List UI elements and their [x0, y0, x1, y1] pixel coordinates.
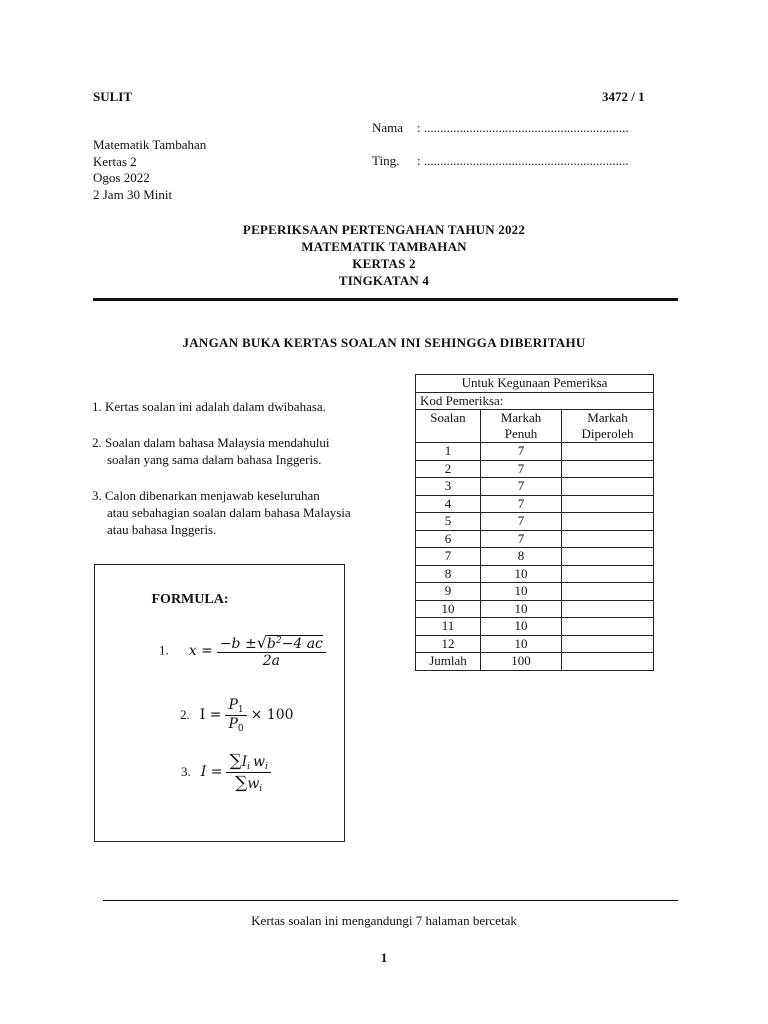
- full-marks: 10: [481, 565, 562, 583]
- examiner-code-row: [416, 392, 654, 410]
- name-label: Nama: [372, 120, 404, 135]
- table-header-row: [416, 410, 654, 443]
- marks-obtained: [562, 460, 654, 478]
- table-row: [416, 478, 654, 496]
- formula-title: FORMULA:: [151, 592, 229, 607]
- question-number: 9: [416, 583, 481, 601]
- full-marks: 7: [481, 443, 562, 461]
- total-marks-obtained: [562, 653, 654, 671]
- total-row: [416, 653, 654, 671]
- footer-divider: [103, 900, 678, 901]
- question-number: 4: [416, 495, 481, 513]
- marks-obtained: [562, 513, 654, 531]
- question-number: 5: [416, 513, 481, 531]
- full-marks: 7: [481, 460, 562, 478]
- do-not-open-warning: JANGAN BUKA KERTAS SOALAN INI SEHINGGA DIBERITAHU: [182, 335, 586, 350]
- marks-obtained: [562, 583, 654, 601]
- col-header-marks-obtained: Markah Diperoleh: [562, 410, 654, 443]
- marks-obtained: [562, 495, 654, 513]
- full-marks: 8: [481, 548, 562, 566]
- full-marks: 10: [481, 600, 562, 618]
- examiner-code-label: Kod Pemeriksa:: [416, 392, 654, 410]
- title-divider: [93, 298, 678, 301]
- classification-label: SULIT: [93, 89, 133, 104]
- table-title-row: [416, 375, 654, 393]
- exam-duration: 2 Jam 30 Minit: [93, 186, 173, 202]
- question-number: 1: [416, 443, 481, 461]
- question-number: 11: [416, 618, 481, 636]
- formula-composite-index: 3. I = $\frac{\sum I_i w_i}{\sum w_i}$: [181, 751, 271, 794]
- exam-title: PEPERIKSAAN PERTENGAHAN TAHUN 2022: [242, 222, 526, 237]
- name-blank: : ...............................................................: [417, 120, 629, 135]
- form-label: Ting.: [372, 153, 400, 168]
- total-full-marks: 100: [481, 653, 562, 671]
- table-row: [416, 583, 654, 601]
- page-count-note: Kertas soalan ini mengandungi 7 halaman bercetak: [251, 913, 517, 928]
- marks-obtained: [562, 600, 654, 618]
- table-row: [416, 635, 654, 653]
- question-number: 3: [416, 478, 481, 496]
- page-number: 1: [380, 950, 388, 965]
- paper-code: 3472 / 1: [602, 89, 645, 104]
- question-number: 12: [416, 635, 481, 653]
- marks-obtained: [562, 618, 654, 636]
- full-marks: 7: [481, 530, 562, 548]
- full-marks: 10: [481, 583, 562, 601]
- table-row: [416, 460, 654, 478]
- formula-box: [94, 564, 345, 842]
- subject-block: [93, 137, 206, 203]
- subject-name: Matematik Tambahan: [93, 137, 207, 152]
- question-number: 2: [416, 460, 481, 478]
- question-number: 7: [416, 548, 481, 566]
- table-title: Untuk Kegunaan Pemeriksa: [416, 375, 654, 393]
- table-row: [416, 530, 654, 548]
- instruction-item: 3. Calon dibenarkan menjawab keseluruhan atau sebahagian soalan dalam bahasa Malaysia atau bahasa Inggeris.: [92, 488, 351, 537]
- marks-rows: [416, 443, 654, 653]
- marks-obtained: [562, 635, 654, 653]
- full-marks: 7: [481, 513, 562, 531]
- exam-date: Ogos 2022: [93, 170, 150, 185]
- full-marks: 7: [481, 495, 562, 513]
- table-row: [416, 443, 654, 461]
- instructions-list: [92, 398, 412, 557]
- question-number: 10: [416, 600, 481, 618]
- exam-paper-title: KERTAS 2: [352, 256, 416, 271]
- table-row: [416, 618, 654, 636]
- table-row: [416, 513, 654, 531]
- full-marks: 7: [481, 478, 562, 496]
- marks-obtained: [562, 443, 654, 461]
- marks-obtained: [562, 548, 654, 566]
- examiner-marks-table: [415, 374, 654, 671]
- marks-obtained: [562, 478, 654, 496]
- full-marks: 10: [481, 618, 562, 636]
- instruction-item: 2. Soalan dalam bahasa Malaysia mendahului soalan yang sama dalam bahasa Inggeris.: [92, 435, 330, 467]
- exam-subject-title: MATEMATIK TAMBAHAN: [301, 239, 467, 254]
- sqrt-symbol: √: [256, 633, 267, 652]
- exam-title-block: [0, 221, 768, 289]
- col-header-question: Soalan: [416, 410, 481, 443]
- full-marks: 10: [481, 635, 562, 653]
- col-header-full-marks: Markah Penuh: [481, 410, 562, 443]
- table-row: [416, 495, 654, 513]
- marks-obtained: [562, 565, 654, 583]
- total-label: Jumlah: [416, 653, 481, 671]
- marks-obtained: [562, 530, 654, 548]
- formula-index-number: 2. I = $\frac{P_1}{P_0}$ × 100: [180, 697, 294, 734]
- table-row: [416, 600, 654, 618]
- question-number: 8: [416, 565, 481, 583]
- table-row: [416, 565, 654, 583]
- exam-form-title: TINGKATAN 4: [338, 273, 430, 288]
- question-number: 6: [416, 530, 481, 548]
- paper-label: Kertas 2: [93, 153, 137, 169]
- form-blank: : ...............................................................: [417, 153, 629, 168]
- formula-quadratic: 1. x = $\frac{-b \pm√b^2-4 ac}{2a}$: [159, 633, 326, 669]
- instruction-item: 1. Kertas soalan ini adalah dalam dwibahasa.: [92, 399, 326, 414]
- table-row: [416, 548, 654, 566]
